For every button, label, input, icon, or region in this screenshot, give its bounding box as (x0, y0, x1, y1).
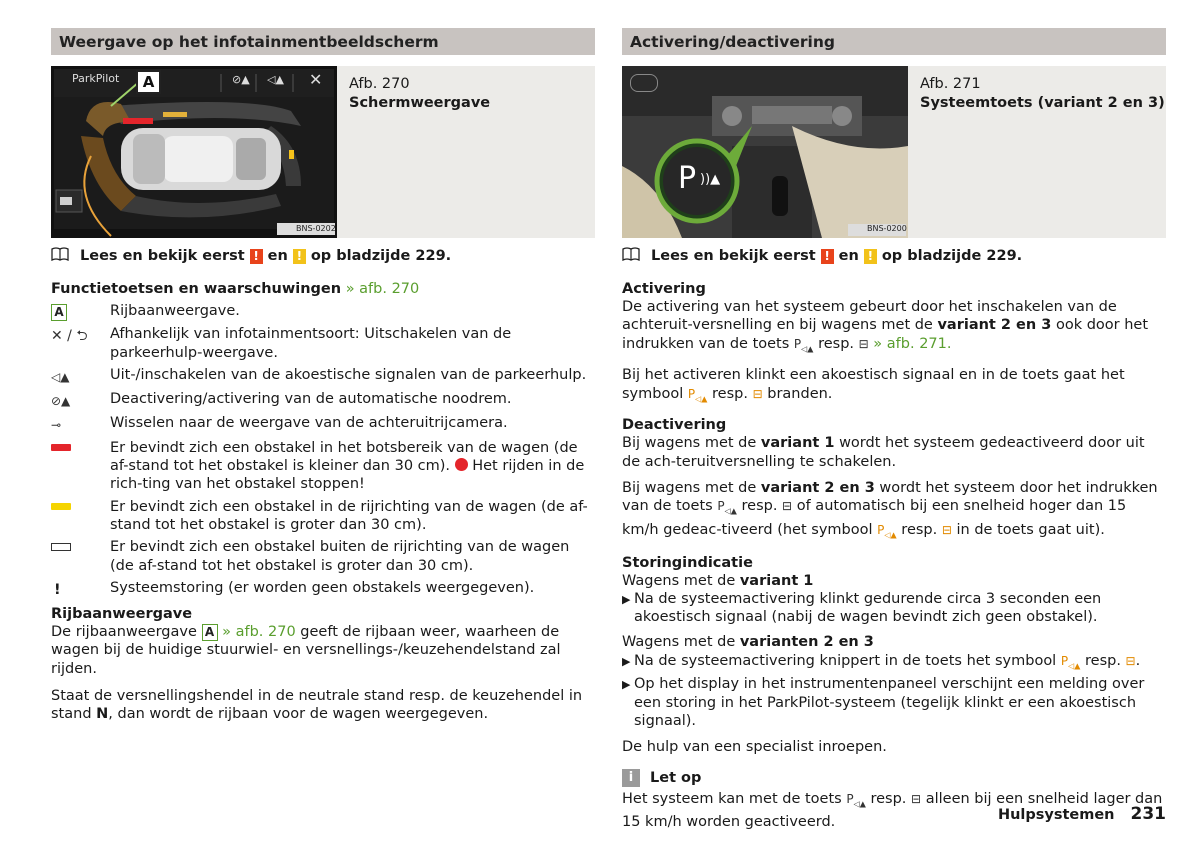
text: Wagens met de (622, 572, 736, 589)
item-text (110, 439, 595, 494)
park-symbol-alt-lit-icon: ⊟ (752, 386, 763, 401)
figure-code: BNS-0202 (296, 224, 336, 233)
lane-view-symbol: A (51, 304, 67, 321)
item-text: Deactivering/activering van de automatische noodrem. (110, 391, 512, 408)
item-text-main: Er bevindt zich een obstakel in het botsbereik van de wagen (de af-stand tot het obstakel is kleiner dan 30 cm). (110, 439, 578, 475)
list-item (51, 579, 595, 599)
list-item (51, 302, 595, 321)
parkpilot-screen-image (51, 66, 337, 238)
bullet-arrow-icon: ▶ (622, 654, 631, 668)
text: Wagens met de (622, 634, 736, 651)
park-symbol-lit-icon: $P_{◁▲}$ (877, 522, 897, 540)
text: resp. (818, 335, 855, 352)
read-first-note (51, 247, 595, 265)
figure-title: Systeemtoets (variant 2 en 3) (920, 95, 1165, 111)
read-first-suffix: op bladzijde 229. (310, 248, 452, 264)
figure-code: BNS-0200 (867, 224, 907, 233)
text: resp. (1085, 652, 1121, 669)
item-text: Er bevindt zich een obstakel buiten de rijrichting van de wagen (de af-stand tot het obstakel is groter dan 30 cm). (110, 539, 570, 574)
text: De rijbaanweergave (51, 624, 197, 641)
park-symbol-alt-lit-icon: ⊟ (941, 522, 952, 537)
text: Bij het activeren klinkt een akoestisch signaal en in de toets gaat het symbool (622, 367, 1125, 402)
logo-icon (630, 74, 658, 92)
read-first-mid: en (267, 248, 288, 264)
text: , dan wordt de rijbaan voor de wagen weergegeven. (108, 706, 489, 723)
text: resp. (712, 385, 748, 402)
park-button-icon: $P_{◁▲}$ (793, 336, 814, 353)
page-number: 231 (1130, 804, 1166, 824)
deactivation-paragraph-2 (622, 479, 1166, 545)
rear-camera-icon: ⊸ (51, 418, 62, 433)
functions-heading (51, 280, 595, 298)
text-bold: variant 2 en 3 (937, 317, 1052, 334)
text: Staat de versnellingshendel in de neutrale stand resp. de keuzehendel in stand (51, 688, 583, 723)
functions-title: Functietoetsen en waarschuwingen (51, 281, 342, 297)
text-bold: variant 2 en 3 (760, 479, 875, 496)
left-column (51, 28, 595, 724)
text: Na de systeemactivering klinkt gedurende circa 3 seconden een akoestisch signaal (nabij de wagen bevindt zich geen obstakel). (634, 590, 1102, 626)
bullet-arrow-icon: ▶ (622, 592, 631, 606)
text: resp. (901, 521, 938, 538)
list-item: ▶ Na de systeemactivering knippert in de toets het symbool $P_{◁▲}$ resp. ⊟. (622, 652, 1166, 676)
console-photo-svg (622, 66, 908, 238)
figure-ref-link[interactable]: » afb. 270 (222, 624, 296, 641)
screen-title: ParkPilot (72, 72, 120, 85)
item-text-stop: Het rijden in de rich-ting van het obstakel stoppen! (110, 458, 585, 493)
read-first-prefix: Lees en bekijk eerst (651, 248, 816, 264)
list-item (51, 325, 595, 362)
text: alleen bij een snelheid lager dan 15 km/h worden geactiveerd. (622, 790, 1163, 831)
read-first-mid: en (838, 248, 859, 264)
lane-heading: Rijbaanweergave (51, 606, 193, 623)
note-heading (622, 769, 1166, 787)
section-heading: Weergave op het infotainmentbeeldscherm (51, 28, 595, 55)
book-icon (51, 247, 71, 265)
parkpilot-screen-svg (51, 66, 337, 238)
emergency-brake-icon: ⊘▲ (51, 394, 71, 409)
fault-heading: Storingindicatie (622, 554, 753, 571)
functions-ref-link[interactable]: » afb. 270 (345, 281, 420, 297)
item-text: Afhankelijk van infotainmentsoort: Uitschakelen van de parkeerhulp-weergave. (110, 326, 512, 361)
text: wordt het systeem gedeactiveerd door uit de ach-teruitversnelling te schakelen. (622, 435, 1145, 470)
figure-270 (51, 66, 595, 238)
figure-number: Afb. 271 (920, 76, 981, 92)
park-button-alt-icon: ⊟ (782, 499, 793, 514)
fault-icon: ! (54, 581, 61, 598)
list-item (51, 538, 595, 575)
figure-number: Afb. 270 (349, 76, 410, 92)
outline-segment-icon (51, 543, 71, 551)
close-back-icon: ✕ / ⮌ (51, 328, 88, 345)
text: resp. (870, 790, 907, 807)
sound-icon: ◁▲ (267, 73, 284, 86)
activation-paragraph-1 (622, 298, 1166, 358)
text-bold: varianten 2 en 3 (739, 634, 874, 651)
activation-paragraph-2 (622, 366, 1166, 408)
warning-yellow-icon: ! (864, 249, 877, 264)
park-button-icon: $P_{◁▲}$ (717, 499, 737, 516)
fault-variant-1 (622, 572, 1166, 590)
text-bold: variant 1 (760, 435, 835, 452)
right-column (622, 28, 1166, 832)
mute-icon: ⊘▲ (232, 73, 250, 86)
system-button-image (622, 66, 908, 238)
sensor-waves-icon: ))▲ (700, 172, 721, 187)
stop-icon (455, 458, 468, 471)
bullet-arrow-icon: ▶ (622, 678, 631, 692)
text: branden. (767, 385, 833, 402)
lane-paragraph-2 (51, 687, 595, 724)
deactivation-heading: Deactivering (622, 417, 727, 434)
deactivation-paragraph-1 (622, 434, 1166, 471)
item-text: Rijbaanweergave. (110, 303, 240, 320)
list-item (51, 390, 595, 410)
text: Het systeem kan met de toets (622, 790, 842, 807)
figure-caption (908, 66, 1165, 238)
park-button-alt-icon: ⊟ (911, 791, 922, 806)
figure-ref-link[interactable]: » afb. 271. (873, 335, 952, 352)
list-item (622, 675, 1166, 730)
list-item (622, 590, 1166, 627)
section-heading: Activering/deactivering (622, 28, 1166, 55)
lane-paragraph-1 (51, 623, 595, 678)
text: ook door het indrukken van de toets (622, 317, 1149, 352)
yellow-segment-icon (51, 503, 71, 510)
fault-variant-23 (622, 633, 1166, 651)
text: in de toets gaat uit). (956, 521, 1105, 538)
figure-title: Schermweergave (349, 95, 491, 111)
park-assist-p-symbol: P (678, 161, 697, 196)
read-first-suffix: op bladzijde 229. (881, 248, 1023, 264)
park-symbol-alt-lit-icon: ⊟ (1125, 653, 1136, 668)
read-first-prefix: Lees en bekijk eerst (80, 248, 245, 264)
callout-a: A (136, 70, 161, 94)
note-title: Let op (650, 769, 702, 786)
text-bold: N (96, 706, 109, 723)
red-segment-icon (51, 444, 71, 451)
text: De activering van het systeem gebeurt door het inschakelen van de achteruit-versnelling en bij wagens met de (622, 299, 1117, 334)
list-item (51, 366, 595, 386)
list-item (51, 498, 595, 535)
text-bold: variant 1 (739, 572, 814, 589)
footer-section: Hulpsystemen (997, 807, 1115, 823)
text: Bij wagens met de (622, 435, 757, 452)
text: Na de systeemactivering knippert in de toets het symbool (634, 652, 1057, 669)
item-text: Wisselen naar de weergave van de achteruitrijcamera. (110, 415, 508, 432)
activation-heading: Activering (622, 281, 706, 297)
acoustic-signal-icon: ◁▲ (51, 369, 70, 384)
list-item (51, 439, 595, 494)
figure-271 (622, 66, 1166, 238)
warning-red-icon: ! (821, 249, 834, 264)
text: geeft de rijbaan weer, waarheen de wagen bij de huidige stuurwiel- en versnellings-/keuzehendelstand zal rijden. (51, 624, 561, 677)
text: of automatisch bij een snelheid hoger dan 15 km/h gedeac-tiveerd (het symbool (622, 498, 1127, 538)
read-first-note (622, 247, 1166, 265)
warning-yellow-icon: ! (293, 249, 306, 264)
close-icon: ✕ (309, 70, 323, 89)
fault-help: De hulp van een specialist inroepen. (622, 739, 887, 756)
figure-caption (337, 66, 490, 238)
item-text: Systeemstoring (er worden geen obstakels weergegeven). (110, 579, 535, 596)
text: wordt het systeem door het indrukken van de toets (622, 479, 1158, 515)
warning-red-icon: ! (250, 249, 263, 264)
function-list (51, 302, 595, 599)
park-button-icon: $P_{◁▲}$ (846, 791, 866, 808)
info-icon: i (622, 769, 640, 787)
park-symbol-lit-icon: $P_{◁▲}$ (1060, 653, 1081, 671)
text: Op het display in het instrumentenpaneel verschijnt een melding over een storing in het ParkPilot-systeem (tegelijk klinkt er een akoestisch signaal). (634, 676, 1145, 729)
page-footer (998, 804, 1166, 824)
park-button-alt-icon: ⊟ (858, 336, 869, 351)
list-item (51, 414, 595, 434)
text: resp. (741, 498, 778, 515)
text: Bij wagens met de (622, 479, 757, 496)
park-symbol-lit-icon: $P_{◁▲}$ (687, 386, 708, 403)
lane-view-symbol: A (202, 624, 218, 641)
item-text: Er bevindt zich een obstakel in de rijrichting van de wagen (de af-stand tot het obstakel is groter dan 30 cm). (110, 498, 588, 533)
item-text: Uit-/inschakelen van de akoestische signalen van de parkeerhulp. (110, 366, 587, 383)
book-icon (622, 247, 642, 265)
